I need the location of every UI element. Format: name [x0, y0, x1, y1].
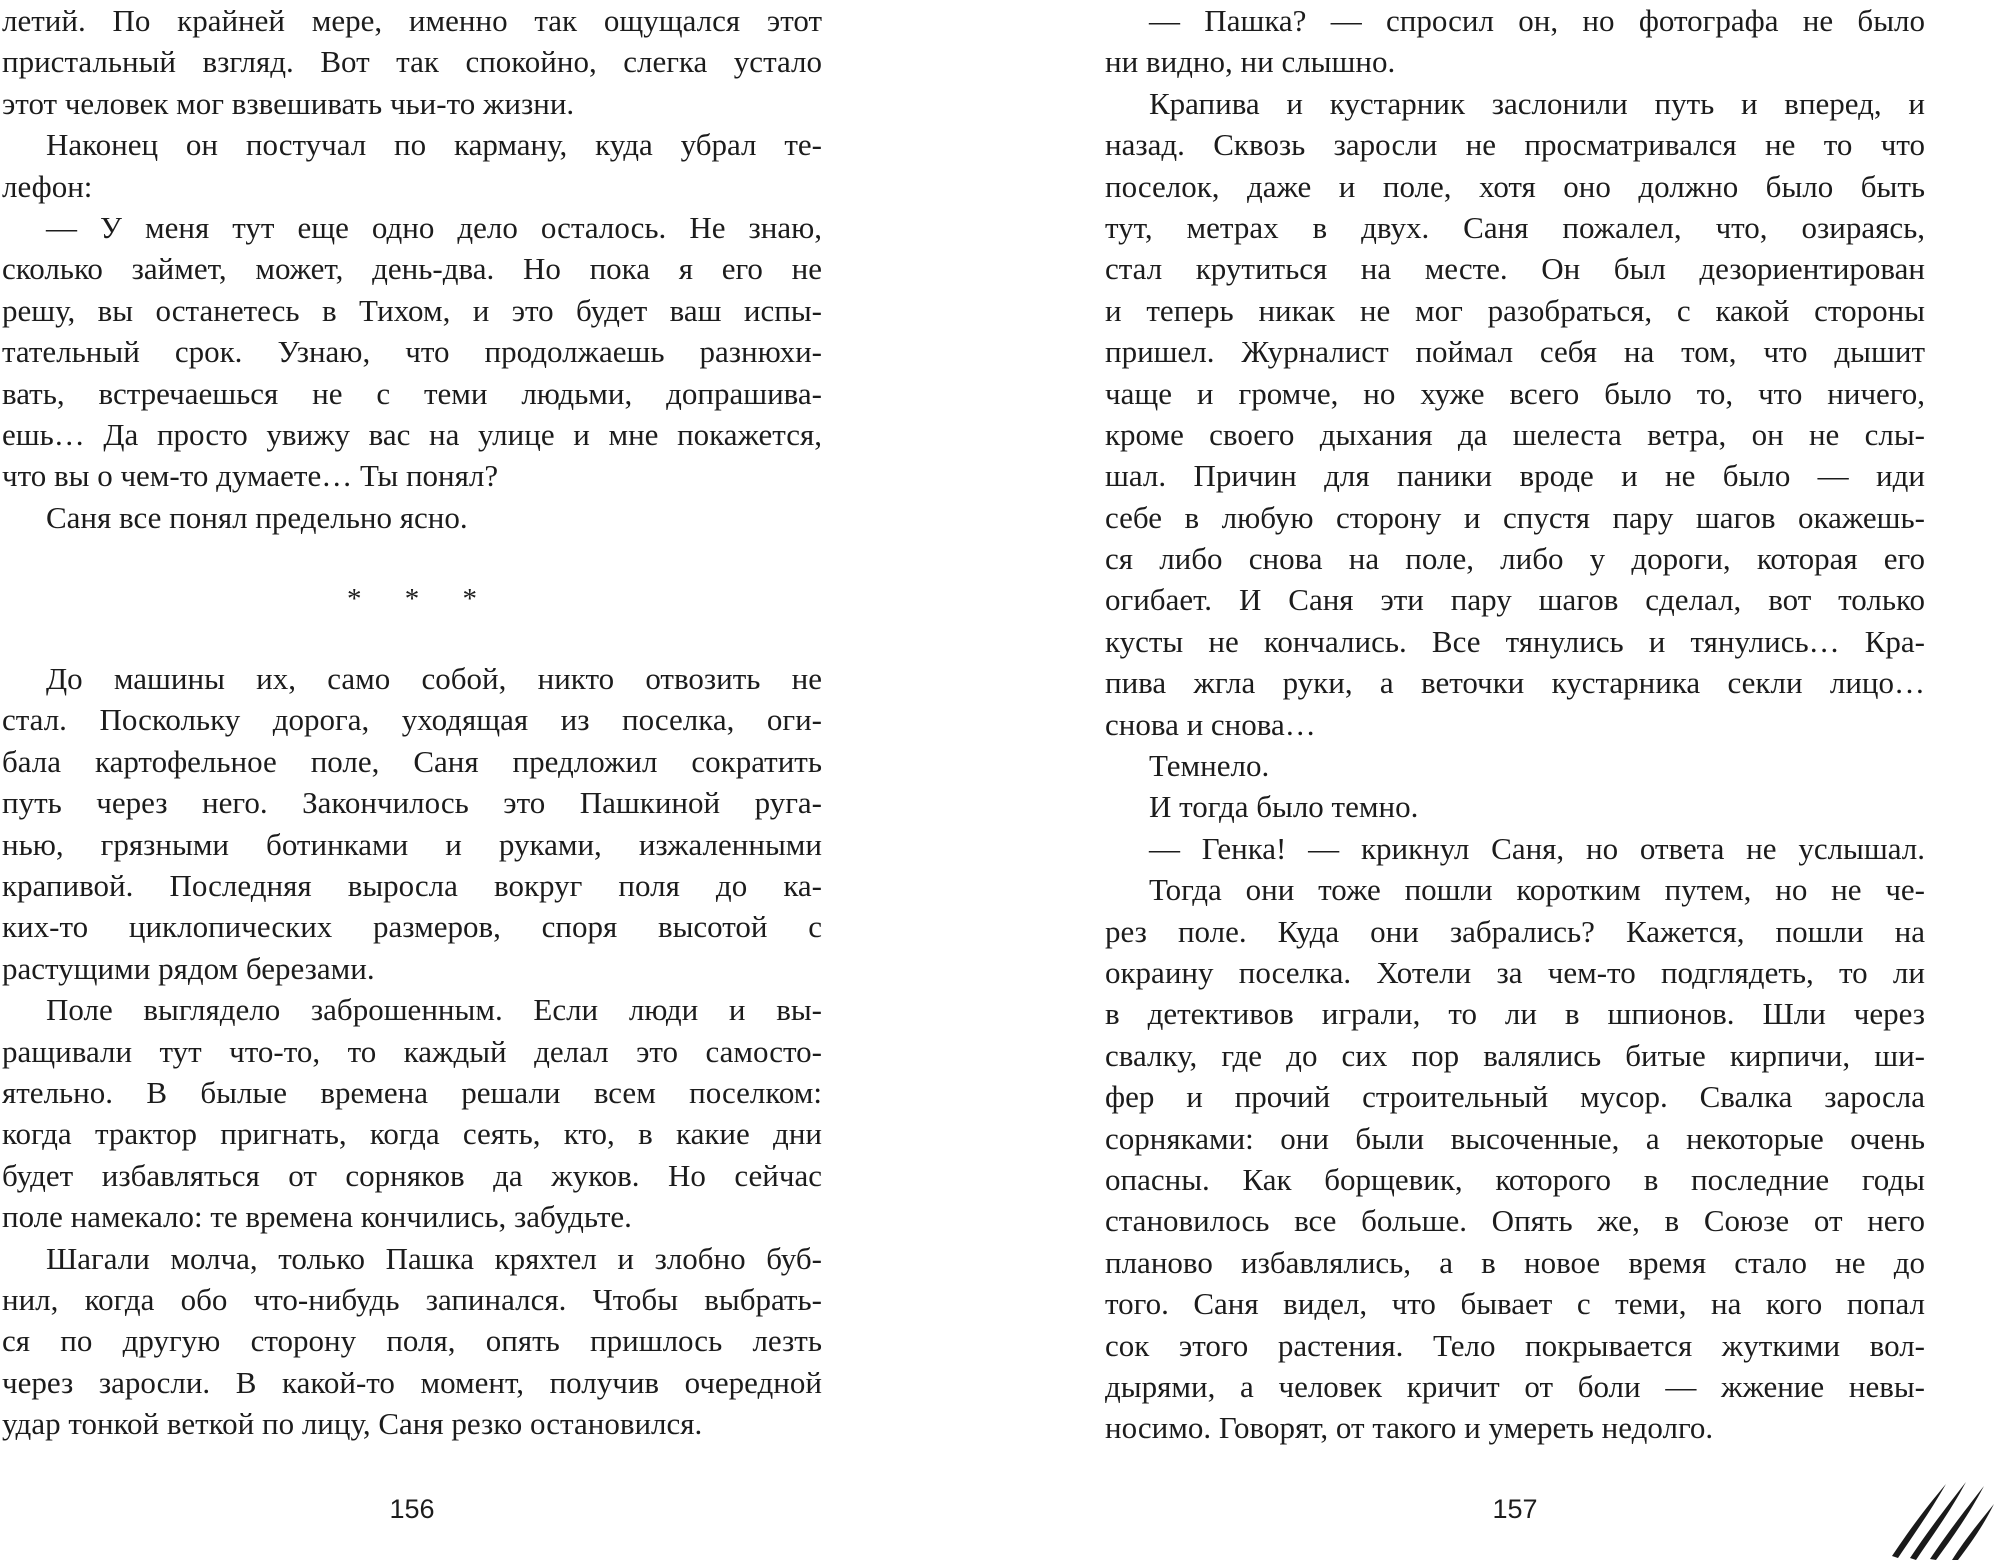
left-page	[2, 0, 822, 1564]
text-line: лефон:	[2, 168, 93, 204]
text-line: крапивой. Последняя выросла вокруг поля до ка-	[2, 868, 822, 904]
text-line: огибает. И Саня эти пару шагов сделал, вот только	[1105, 582, 1925, 618]
right-page	[1105, 0, 1925, 1564]
page-number: 156	[389, 1494, 435, 1524]
text-line: И тогда было темно.	[1149, 789, 1419, 825]
text-line: путь через него. Закончилось это Пашкиной руга-	[2, 785, 822, 821]
text-line: поселок, даже и поле, хотя оно должно было быть	[1105, 168, 1925, 204]
text-line: того. Саня видел, что бывает с теми, на кого попал	[1105, 1286, 1925, 1322]
text-line: — Генка! — крикнул Саня, но ответа не услышал.	[1149, 830, 1925, 866]
text-line: ких-то циклопических размеров, споря высотой с	[2, 909, 822, 945]
text-line: ся либо снова на поле, либо у дороги, которая его	[1105, 541, 1925, 577]
text-line: фер и прочий строительный мусор. Свалка заросла	[1105, 1079, 1925, 1115]
text-line: носимо. Говорят, от такого и умереть недолго.	[1105, 1410, 1714, 1446]
text-line: Поле выглядело заброшенным. Если люди и вы-	[46, 992, 822, 1028]
text-line: Темнело.	[1149, 748, 1270, 784]
text-line: стал крутиться на месте. Он был дезориентирован	[1105, 251, 1925, 287]
text-line: Саня все понял предельно ясно.	[46, 499, 468, 535]
text-line: рез поле. Куда они забрались? Кажется, пошли на	[1105, 913, 1925, 949]
text-line: когда трактор пригнать, когда сеять, кто, в какие дни	[2, 1116, 822, 1152]
text-line: удар тонкой веткой по лицу, Саня резко остановился.	[2, 1406, 703, 1442]
text-line: себе в любую сторону и спустя пару шагов окажешь-	[1105, 499, 1925, 535]
text-line: Наконец он постучал по карману, куда убрал те-	[46, 127, 822, 163]
text-line: дырями, а человек кричит от боли — жжение невы-	[1105, 1368, 1925, 1404]
text-line: — Пашка? — спросил он, но фотографа не было	[1149, 3, 1925, 38]
text-line: через заросли. В какой-то момент, получив очередной	[2, 1364, 822, 1400]
text-line: бала картофельное поле, Саня предложил сократить	[2, 743, 822, 779]
right-page-text	[1105, 0, 1925, 1449]
text-line: сок этого растения. Тело покрывается жуткими вол-	[1105, 1327, 1925, 1363]
text-line: нил, когда обо что-нибудь запинался. Чтобы выбрать-	[2, 1281, 822, 1317]
text-line: в детективов играли, то ли в шпионов. Шли через	[1105, 996, 1925, 1032]
text-line: этот человек мог взвешивать чьи-то жизни.	[2, 85, 575, 121]
text-line: нью, грязными ботинками и руками, изжаленными	[2, 826, 822, 862]
text-line: шал. Причин для паники вроде и не было — иди	[1105, 458, 1925, 494]
text-line: сколько займет, может, день-два. Но пока я его не	[2, 251, 822, 287]
text-line: кроме своего дыхания да шелеста ветра, он не слы-	[1105, 416, 1925, 452]
text-line: До машины их, само собой, никто отвозить не	[46, 661, 822, 697]
text-line: кусты не кончались. Все тянулись и тянулись… Кра-	[1105, 623, 1925, 659]
text-line: ни видно, ни слышно.	[1105, 44, 1396, 80]
text-line: пива жгла руки, а веточки кустарника секли лицо…	[1105, 665, 1925, 701]
text-line: поле намекало: те времена кончились, забудьте.	[2, 1199, 632, 1235]
text-line: тательный срок. Узнаю, что продолжаешь разнюхи-	[2, 334, 822, 370]
text-line: опасны. Как борщевик, которого в последние годы	[1105, 1161, 1925, 1197]
left-page-text	[2, 0, 822, 1445]
text-line: планово избавлялись, а в новое время стало не до	[1105, 1244, 1925, 1280]
text-line: пришел. Журналист поймал себя на том, что дышит	[1105, 334, 1925, 370]
text-line: сорняками: они были высоченные, а некоторые очень	[1105, 1120, 1925, 1156]
text-line: будет избавляться от сорняков да жуков. Но сейчас	[2, 1157, 822, 1193]
text-line: ращивали тут что-то, то каждый делал это самосто-	[2, 1033, 822, 1069]
text-line: окраину поселка. Хотели за чем-то подглядеть, то ли	[1105, 954, 1925, 990]
text-line: — У меня тут еще одно дело осталось. Не знаю,	[46, 209, 822, 245]
section-separator: * * *	[347, 583, 495, 616]
text-line: Тогда они тоже пошли коротким путем, но не че-	[1149, 872, 1925, 908]
text-line: растущими рядом березами.	[2, 950, 375, 986]
text-line: свалку, где до сих пор валялись битые кирпичи, ши-	[1105, 1037, 1925, 1073]
text-line: и теперь никак не мог разобраться, с какой стороны	[1105, 292, 1925, 328]
text-line: решу, вы останетесь в Тихом, и это будет ваш испы-	[2, 292, 822, 328]
text-line: что вы о чем-то думаете… Ты понял?	[2, 458, 499, 494]
text-line: стал. Поскольку дорога, уходящая из поселка, оги-	[2, 702, 822, 738]
text-line: чаще и громче, но хуже всего было то, что ничего,	[1105, 375, 1925, 411]
text-line: назад. Сквозь заросли не просматривался не то что	[1105, 127, 1925, 163]
text-line: тут, метрах в двух. Саня пожалел, что, озираясь,	[1105, 209, 1925, 245]
text-line: ятельно. В былые времена решали всем поселком:	[2, 1074, 822, 1110]
text-line: Шагали молча, только Пашка кряхтел и злобно буб-	[46, 1240, 822, 1276]
text-line: становилось все больше. Опять же, в Союзе от него	[1105, 1203, 1925, 1239]
text-line: Крапива и кустарник заслонили путь и вперед, и	[1149, 85, 1925, 121]
page-number: 157	[1492, 1494, 1538, 1524]
text-line: ешь… Да просто увижу вас на улице и мне покажется,	[2, 416, 822, 452]
text-line: ся по другую сторону поля, опять пришлось лезть	[2, 1323, 822, 1359]
text-line: летий. По крайней мере, именно так ощущался этот	[2, 3, 822, 38]
claw-scratch-icon	[1886, 1470, 1996, 1560]
text-line: снова и снова…	[1105, 706, 1316, 742]
text-line: пристальный взгляд. Вот так спокойно, слегка устало	[2, 44, 822, 80]
text-line: вать, встречаешься не с теми людьми, допрашива-	[2, 375, 822, 411]
